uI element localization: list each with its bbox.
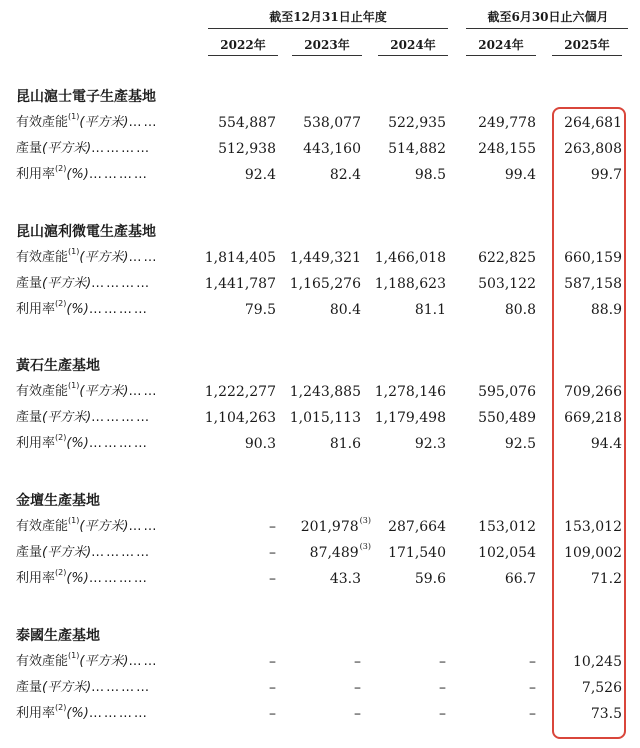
section-title: 昆山滬利微電生產基地: [16, 224, 156, 240]
table-cell: [356, 649, 446, 675]
cell-value: 669,218: [564, 410, 622, 426]
cell-value: –: [354, 680, 361, 696]
table-row: [16, 405, 626, 431]
cell-value: 550,489: [478, 410, 536, 426]
cell-value: 1,179,498: [374, 410, 446, 426]
table-cell: [446, 297, 536, 323]
row-label-text: 利用率: [16, 706, 56, 721]
row-label-text: 有效產能: [16, 115, 69, 130]
cell-value: 201,978: [300, 519, 359, 535]
cell-value: 98.5: [414, 167, 446, 183]
row-label: [16, 701, 149, 727]
row-label-text: 利用率: [16, 302, 56, 317]
row-label: [16, 431, 149, 457]
row-label: [16, 271, 151, 297]
table-row: [16, 379, 626, 405]
row-leader-dots: …………: [88, 706, 149, 721]
table-row: [16, 649, 626, 675]
table-cell: [446, 110, 536, 136]
table-cell: [356, 405, 446, 431]
table-cell: [271, 405, 361, 431]
cell-value: 7,526: [581, 680, 622, 696]
cell-value: 99.4: [504, 167, 536, 183]
row-label-unit: (%): [66, 302, 89, 317]
cell-value: 554,887: [218, 115, 276, 131]
table-cell: [356, 162, 446, 188]
cell-value: –: [354, 654, 361, 670]
cell-value: –: [269, 545, 276, 561]
table-cell: [186, 514, 276, 540]
row-label-unit: (%): [66, 167, 89, 182]
row-label: [16, 245, 159, 271]
row-label-text: 有效產能: [16, 519, 69, 534]
table-cell: [271, 245, 361, 271]
year-rule-2024-interim: [466, 55, 536, 56]
table-cell: [356, 540, 446, 566]
cell-footnote: (3): [359, 542, 371, 551]
table-cell: [446, 379, 536, 405]
header-year-2024: 2024年: [390, 38, 436, 52]
cell-value: 94.4: [590, 436, 622, 452]
year-rule-2022: [208, 55, 278, 56]
cell-value: 1,165,276: [289, 276, 361, 292]
row-leader-dots: ……: [128, 654, 159, 669]
row-leader-dots: ……: [128, 250, 159, 265]
cell-value: 522,935: [388, 115, 446, 131]
row-label-text: 產量: [16, 680, 43, 695]
cell-value: –: [439, 680, 446, 696]
cell-value: 1,222,277: [204, 384, 276, 400]
table-cell: [186, 649, 276, 675]
table-row: [16, 110, 626, 136]
cell-value: 80.8: [504, 302, 536, 318]
cell-value: 1,104,263: [204, 410, 276, 426]
row-label-unit: (平方米): [79, 115, 129, 130]
table-row: [16, 271, 626, 297]
table-row: [16, 431, 626, 457]
row-label-unit: (%): [66, 436, 89, 451]
table-cell: [186, 675, 276, 701]
section-title: 金壇生產基地: [16, 493, 100, 509]
table-cell: [271, 297, 361, 323]
table-cell: [186, 540, 276, 566]
row-leader-dots: …………: [91, 545, 152, 560]
table-cell: [356, 245, 446, 271]
cell-value: 59.6: [414, 571, 446, 587]
row-leader-dots: …………: [91, 141, 152, 156]
highlight-2025-column: [552, 107, 626, 739]
row-label: [16, 649, 159, 675]
cell-value: –: [529, 706, 536, 722]
cell-value: 66.7: [504, 571, 536, 587]
row-label-footnote: (2): [55, 433, 67, 442]
cell-value: 1,188,623: [374, 276, 446, 292]
cell-value: –: [269, 654, 276, 670]
table-cell: [356, 701, 446, 727]
row-label: [16, 110, 159, 136]
cell-value: 595,076: [478, 384, 536, 400]
row-label-unit: (平方米): [42, 410, 92, 425]
section-title: 黃石生產基地: [16, 358, 100, 374]
table-cell: [271, 136, 361, 162]
header-annual-group: 截至12月31日止年度: [269, 10, 387, 24]
header-year-2025-interim: 2025年: [564, 38, 610, 52]
row-label-unit: (平方米): [42, 276, 92, 291]
cell-value: –: [269, 706, 276, 722]
row-label-footnote: (1): [68, 112, 80, 121]
row-label-text: 有效產能: [16, 654, 69, 669]
cell-value: 81.1: [414, 302, 446, 318]
cell-value: 1,243,885: [289, 384, 361, 400]
cell-value: 514,882: [388, 141, 446, 157]
cell-value: 264,681: [564, 115, 622, 131]
cell-value: 82.4: [329, 167, 361, 183]
table-cell: [271, 431, 361, 457]
cell-value: 1,466,018: [374, 250, 446, 266]
table-cell: [186, 431, 276, 457]
cell-value: –: [269, 519, 276, 535]
table-row: [16, 566, 626, 592]
row-label-text: 利用率: [16, 571, 56, 586]
table-cell: [356, 514, 446, 540]
table-cell: [271, 566, 361, 592]
cell-value: –: [269, 680, 276, 696]
row-leader-dots: …………: [91, 276, 152, 291]
cell-value: 81.6: [329, 436, 361, 452]
cell-value: –: [529, 680, 536, 696]
header-rule-interim: [466, 28, 628, 29]
table-cell: [186, 136, 276, 162]
cell-value: 102,054: [478, 545, 536, 561]
table-cell: [186, 271, 276, 297]
cell-value: 92.3: [414, 436, 446, 452]
table-cell: [446, 162, 536, 188]
table-row: [16, 136, 626, 162]
table-cell: [446, 405, 536, 431]
table-cell: [271, 675, 361, 701]
table-cell: [271, 701, 361, 727]
table-cell: [356, 566, 446, 592]
table-cell: [271, 271, 361, 297]
row-label-unit: (平方米): [79, 384, 129, 399]
section-4: [16, 623, 626, 727]
row-label-text: 有效產能: [16, 250, 69, 265]
table-cell: [446, 566, 536, 592]
section-2: [16, 353, 626, 457]
row-label-text: 利用率: [16, 167, 56, 182]
header-rule-annual: [208, 28, 448, 29]
cell-value: 43.3: [329, 571, 361, 587]
cell-value: –: [269, 571, 276, 587]
row-label-unit: (平方米): [79, 519, 129, 534]
table-cell: [186, 245, 276, 271]
row-label-unit: (平方米): [42, 545, 92, 560]
cell-value: 109,002: [564, 545, 622, 561]
cell-value: 1,015,113: [289, 410, 361, 426]
table-cell: [446, 271, 536, 297]
cell-value: 153,012: [564, 519, 622, 535]
row-label: [16, 540, 151, 566]
row-leader-dots: …………: [88, 302, 149, 317]
row-label-text: 產量: [16, 141, 43, 156]
row-label: [16, 566, 149, 592]
row-label-footnote: (2): [55, 703, 67, 712]
row-label-unit: (%): [66, 706, 89, 721]
table-cell: [186, 110, 276, 136]
row-label-unit: (%): [66, 571, 89, 586]
section-title: 泰國生產基地: [16, 628, 100, 644]
table-cell: [446, 136, 536, 162]
row-leader-dots: …………: [88, 571, 149, 586]
cell-value: 512,938: [218, 141, 276, 157]
table-cell: [186, 701, 276, 727]
table-row: [16, 245, 626, 271]
cell-value: 171,540: [388, 545, 446, 561]
table-cell: [186, 379, 276, 405]
table-cell: [186, 405, 276, 431]
table-cell: [356, 379, 446, 405]
table-cell: [271, 649, 361, 675]
table-cell: [446, 701, 536, 727]
row-label: [16, 379, 159, 405]
cell-value: 263,808: [564, 141, 622, 157]
row-label: [16, 297, 149, 323]
row-leader-dots: …………: [91, 410, 152, 425]
cell-value: 503,122: [478, 276, 536, 292]
row-label-unit: (平方米): [42, 680, 92, 695]
table-cell: [356, 675, 446, 701]
cell-value: 73.5: [590, 706, 622, 722]
cell-value: –: [529, 654, 536, 670]
row-label-text: 產量: [16, 545, 43, 560]
row-label-text: 有效產能: [16, 384, 69, 399]
row-label-unit: (平方米): [79, 250, 129, 265]
row-label: [16, 675, 151, 701]
row-label-text: 產量: [16, 276, 43, 291]
table-row: [16, 540, 626, 566]
row-label-unit: (平方米): [42, 141, 92, 156]
cell-value: 287,664: [388, 519, 446, 535]
row-label-footnote: (2): [55, 568, 67, 577]
table-cell: [186, 162, 276, 188]
cell-value: 92.4: [244, 167, 276, 183]
cell-value: 71.2: [590, 571, 622, 587]
cell-value: 248,155: [478, 141, 536, 157]
cell-value: 1,814,405: [204, 250, 276, 266]
table-cell: [186, 297, 276, 323]
cell-value: 538,077: [303, 115, 361, 131]
table-cell: [356, 297, 446, 323]
row-leader-dots: ……: [128, 115, 159, 130]
row-label: [16, 405, 151, 431]
row-label-footnote: (1): [68, 247, 80, 256]
header-year-2022: 2022年: [220, 38, 266, 52]
table-cell: [356, 431, 446, 457]
cell-footnote: (3): [359, 516, 371, 525]
table-cell: [186, 566, 276, 592]
section-1: [16, 219, 626, 323]
table-row: [16, 514, 626, 540]
row-label-footnote: (2): [55, 299, 67, 308]
table-cell: [271, 110, 361, 136]
cell-value: 88.9: [590, 302, 622, 318]
row-leader-dots: …………: [88, 436, 149, 451]
cell-value: 1,278,146: [374, 384, 446, 400]
table-cell: [356, 110, 446, 136]
row-label-footnote: (1): [68, 516, 80, 525]
row-label-footnote: (1): [68, 381, 80, 390]
cell-value: 90.3: [244, 436, 276, 452]
table-cell: [446, 245, 536, 271]
table-cell: [446, 540, 536, 566]
row-leader-dots: ……: [128, 519, 159, 534]
header-interim-group: 截至6月30日止六個月: [487, 10, 609, 24]
year-rule-2024: [378, 55, 448, 56]
table-cell: [446, 649, 536, 675]
cell-value: 1,441,787: [204, 276, 276, 292]
table-cell: [271, 379, 361, 405]
row-label-footnote: (1): [68, 651, 80, 660]
cell-value: –: [439, 654, 446, 670]
cell-value: 79.5: [244, 302, 276, 318]
section-0: [16, 84, 626, 188]
cell-value: 99.7: [590, 167, 622, 183]
cell-value: –: [439, 706, 446, 722]
cell-value: 1,449,321: [289, 250, 361, 266]
row-label: [16, 136, 151, 162]
row-label-footnote: (2): [55, 164, 67, 173]
table-cell: [356, 271, 446, 297]
row-leader-dots: …………: [88, 167, 149, 182]
table-row: [16, 297, 626, 323]
cell-value: 87,489: [309, 545, 359, 561]
year-rule-2025-interim: [552, 55, 622, 56]
cell-value: 80.4: [329, 302, 361, 318]
header-year-2023: 2023年: [304, 38, 350, 52]
header-year-2024-interim: 2024年: [478, 38, 524, 52]
cell-value: –: [354, 706, 361, 722]
table-cell: [446, 431, 536, 457]
row-leader-dots: ……: [128, 384, 159, 399]
table-cell: [446, 675, 536, 701]
table-cell: [446, 514, 536, 540]
cell-value: 249,778: [478, 115, 536, 131]
section-3: [16, 488, 626, 592]
row-label: [16, 514, 159, 540]
cell-value: 10,245: [573, 654, 622, 670]
cell-value: 622,825: [478, 250, 536, 266]
table-cell: [271, 162, 361, 188]
year-rule-2023: [292, 55, 362, 56]
row-label-text: 利用率: [16, 436, 56, 451]
cell-value: 660,159: [564, 250, 622, 266]
row-leader-dots: …………: [91, 680, 152, 695]
row-label-text: 產量: [16, 410, 43, 425]
section-title: 昆山滬士電子生產基地: [16, 89, 156, 105]
cell-value: 153,012: [478, 519, 536, 535]
cell-value: 443,160: [303, 141, 361, 157]
table-row: [16, 701, 626, 727]
cell-value: 587,158: [564, 276, 622, 292]
row-label-unit: (平方米): [79, 654, 129, 669]
cell-value: 709,266: [564, 384, 622, 400]
cell-value: 92.5: [504, 436, 536, 452]
table-row: [16, 162, 626, 188]
table-row: [16, 675, 626, 701]
table-cell: [356, 136, 446, 162]
row-label: [16, 162, 149, 188]
